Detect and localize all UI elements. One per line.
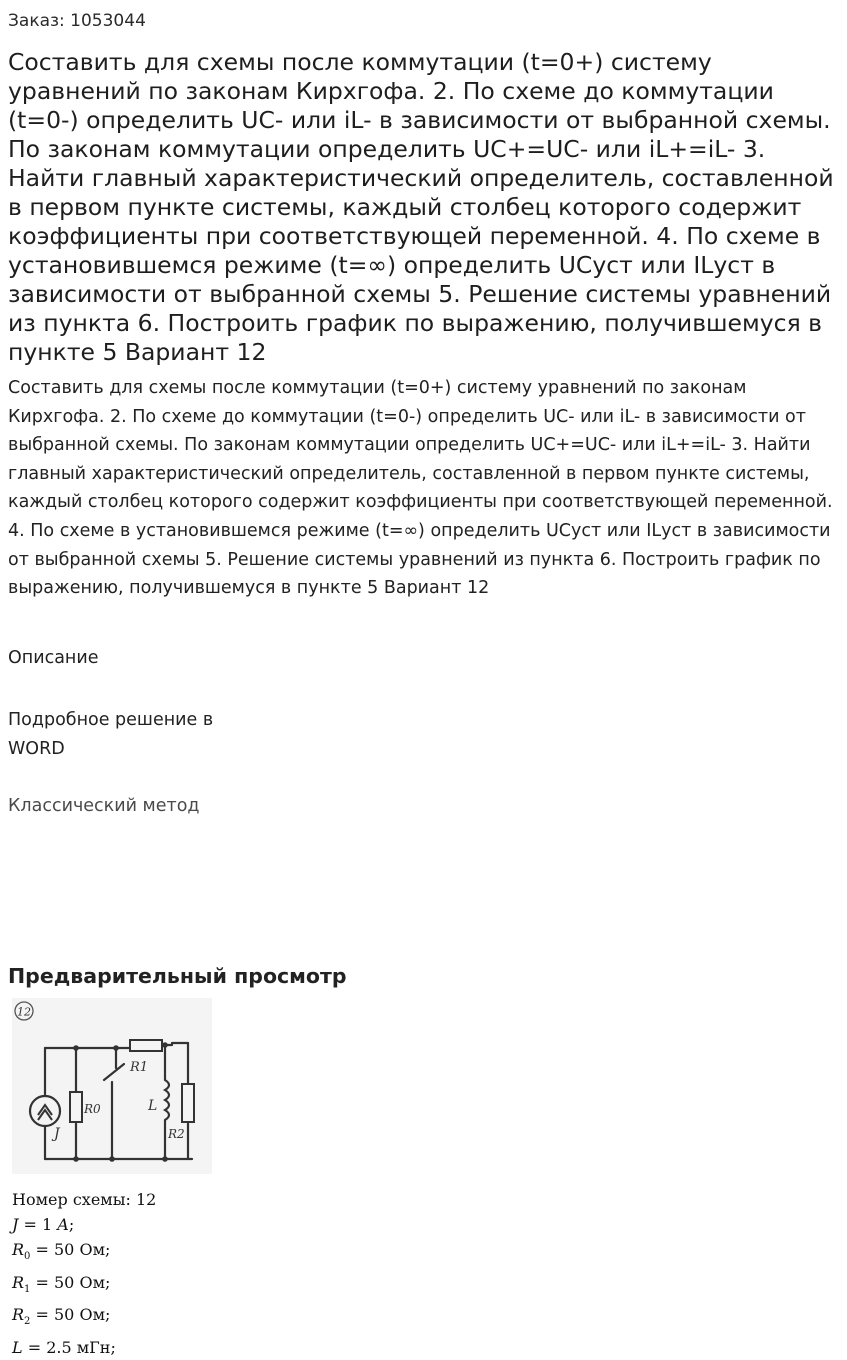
r2-label: R2 <box>168 1127 185 1141</box>
param-r0: $R_0 = 50$ Ом; <box>12 1240 111 1263</box>
scheme-number: Номер схемы: 12 <box>12 1190 157 1209</box>
order-number: Заказ: 1053044 <box>8 11 146 31</box>
solution-method: Классический метод <box>8 796 200 816</box>
solution-format: Подробное решение в WORD <box>8 710 214 759</box>
task-description: Составить для схемы после коммутации (t=0+) систему уравнений по законам Кирхгофа. 2. По схеме до коммутации (t=0-) определить UC- или iL- в зависимости от выбранной схемы. По законам коммутации определить UC+=UC- или iL+=iL- 3. Найти главный характеристический определитель, составленной в первом пункте системы, каждый столбец которого содержит коэффициенты при соответствующей переменной. 4. По схеме в установившемся режиме (t=∞) определить UCуст или ILуст в зависимости от выбранной схемы 5. Решение системы уравнений из пункта 6. Построить график по выражению, получившемуся в пункте 5 Вариант 12 <box>8 378 833 599</box>
scheme-parameters <box>12 1187 156 1360</box>
current-source-symbol <box>30 1096 60 1126</box>
r0-resistor-symbol <box>70 1092 82 1122</box>
param-r2: $R_2 = 50$ Ом; <box>12 1305 111 1328</box>
variant-mark <box>15 1002 33 1020</box>
preview-heading: Предварительный просмотр <box>8 964 347 988</box>
circuit-scheme-image <box>12 998 212 1174</box>
variant-mark-text: 12 <box>17 1005 31 1019</box>
task-title: Составить для схемы после коммутации (t=0+) систему уравнений по законам Кирхгофа. 2. По схеме до коммутации (t=0-) определить UC- или iL- в зависимости от выбранной схемы. По законам коммутации определить UC+=UC- или iL+=iL- 3. Найти главный характеристический определитель, составленной в первом пункте системы, каждый столбец которого содержит коэффициенты при соответствующей переменной. 4. По схеме в установившемся режиме (t=∞) определить UCуст или ILуст в зависимости от выбранной схемы 5. Решение системы уравнений из пункта 6. Построить график по выражению, получившемуся в пункте 5 Вариант 12 <box>8 48 834 366</box>
description-section-label: Описание <box>8 648 99 668</box>
j-label: J <box>54 1126 60 1142</box>
param-l: L = 2.5 мГн; <box>12 1337 116 1357</box>
r1-label: R1 <box>130 1060 149 1075</box>
param-j: J = 1 A; <box>12 1215 75 1235</box>
param-r1: $R_1 = 50$ Ом; <box>12 1272 111 1295</box>
r0-label: R0 <box>84 1102 101 1116</box>
r1-resistor-symbol <box>130 1040 162 1051</box>
r2-resistor-symbol <box>182 1084 194 1122</box>
l-label: L <box>148 1098 158 1114</box>
